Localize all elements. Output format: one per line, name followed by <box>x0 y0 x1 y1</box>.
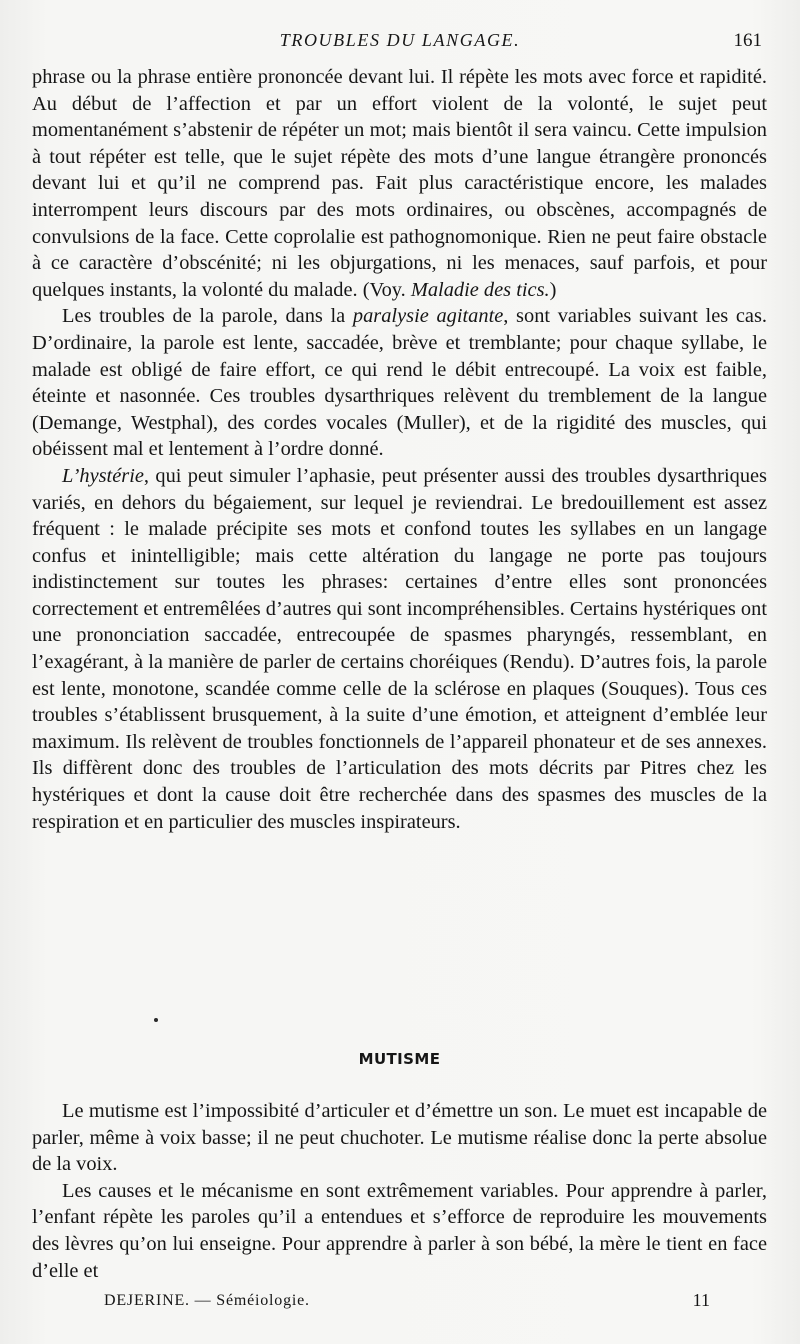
paragraph-text: , qui peut simuler l’aphasie, peut présenter aussi des troubles dysarthriques variés, en dehors du bégaiement, sur lequel je reviendrai. Le bredouillement est assez fréquent : le malade précipite ses mots et confond toutes les syllabes en un langage confus et inintelligible; mais cette altération du langage ne porte pas toujours indistinctement sur toutes les phrases: certaines d’entre elles sont prononcées correctement et entremêlées d’autres qui sont incompréhensibles. Certains hystériques ont une prononciation saccadée, entrecoupée de spasmes pharyngés, ressemblant, en l’exagérant, à la manière de parler de certains choréiques (Rendu). D’autres fois, la parole est lente, monotone, scandée comme celle de la sclérose en plaques (Souques). Tous ces troubles s’établissent brusquement, à la suite d’une émotion, et atteignent d’emblée leur maximum. Ils relèvent de troubles fonctionnels de l’appareil phonateur et de ses annexes. Ils diffèrent donc des troubles de l’articulation des mots décrits par Pitres chez les hystériques et dont la cause doit être recherchée dans des spasmes des muscles de la respiration et en particulier des muscles inspirateurs. <box>32 464 767 833</box>
ink-speck <box>154 1018 158 1022</box>
page-footer <box>0 1292 800 1316</box>
paragraph-hysterie <box>32 463 767 835</box>
page-number: 161 <box>733 30 762 51</box>
italic-term: paralysie agitante <box>352 305 504 328</box>
italic-term: L’hystérie <box>62 464 144 487</box>
italic-reference: Maladie des tics. <box>410 278 550 301</box>
footer-signature: 11 <box>692 1290 710 1310</box>
paragraph-paralysie-agitante <box>32 303 767 463</box>
footer-author: DEJERINE. — Séméiologie. <box>104 1292 310 1309</box>
running-head <box>0 28 800 52</box>
paragraph-text: phrase ou la phrase entière prononcée devant lui. Il répète les mots avec force et rapidité. Au début de l’affection et par un effort violent de la volonté, le sujet peut momentanément s’abstenir de répéter un mot; mais bientôt il sera vaincu. Cette impulsion à tout répéter est telle, que le sujet répète des mots d’une langue étrangère prononcés devant lui et qu’il ne comprend pas. Fait plus caractéristique encore, les malades interrompent leurs discours par des mots ordinaires, ou obscènes, accompagnés de convulsions de la face. Cette coprolalie est pathognomonique. Rien ne peut faire obstacle à ce caractère d’obscénité; ni les objurgations, ni les menaces, sauf parfois, et pour quelques instants, la volonté du malade. (Voy. <box>32 66 767 301</box>
body-text <box>32 64 767 835</box>
paragraph-mutisme-causes: Les causes et le mécanisme en sont extrêmement variables. Pour apprendre à parler, l’enfant répète les paroles qu’il a entendues et s’efforce de reproduire les mouvements des lèvres qu’on lui enseigne. Pour apprendre à parler à son bébé, la mère le tient en face d’elle et <box>32 1179 767 1282</box>
section-title: MUTISME <box>358 1050 441 1068</box>
paragraph-text: ) <box>549 278 557 301</box>
running-title: TROUBLES DU LANGAGE. <box>279 30 521 50</box>
paragraph-echolalia <box>32 64 767 303</box>
paragraph-mutisme-definition: Le mutisme est l’impossibité d’articuler et d’émettre un son. Le muet est incapable de parler, même à voix basse; il ne peut chuchoter. Le mutisme réalise donc la perte absolue de la voix. <box>32 1100 767 1176</box>
section-mutisme <box>32 1050 767 1284</box>
paragraph-text: , sont variables suivant les cas. D’ordinaire, la parole est lente, saccadée, brève et tremblante; pour chaque syllabe, le malade est obligé de faire effort, ce qui rend le débit entrecoupé. La voix est faible, éteinte et nasonnée. Ces troubles dysarthriques relèvent du tremblement de la langue (Demange, Westphal), des cordes vocales (Muller), et de la rigidité des muscles, qui obéissent mal et lentement à l’ordre donné. <box>32 305 768 461</box>
paragraph-text: Les troubles de la parole, dans la <box>62 305 353 328</box>
